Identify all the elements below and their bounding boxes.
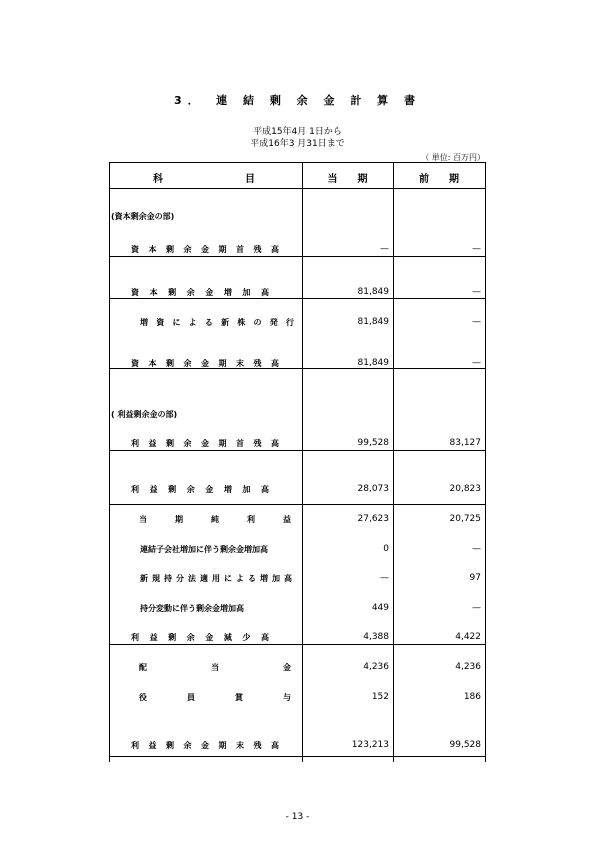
table-left-border xyxy=(109,162,110,762)
current-value: 4,388 xyxy=(363,632,389,642)
table-bottom-line xyxy=(109,756,485,757)
row-label: 増 資 に よ る 新 株 の 発 行 xyxy=(140,318,294,327)
row-divider xyxy=(109,450,485,451)
period-start: 平成15年4月 1日から xyxy=(253,127,342,137)
row-label: 役 員 賞 与 xyxy=(139,693,291,702)
row-label: 利 益 剰 余 金 期 末 残 高 xyxy=(131,741,279,750)
row-divider xyxy=(109,644,485,645)
current-value: — xyxy=(380,573,389,583)
page-number: - 13 - xyxy=(285,812,310,822)
header-current-period: 当 期 xyxy=(327,174,368,185)
prior-value: 4,422 xyxy=(455,632,481,642)
period-end: 平成16年3 月31日まで xyxy=(250,139,345,149)
row-label: 当 期 純 利 益 xyxy=(139,515,291,524)
row-label: 資 本 剰 余 金 期 末 残 高 xyxy=(131,359,279,368)
section-earned-surplus: ( 利益剰余金の部) xyxy=(111,410,178,419)
prior-value: — xyxy=(472,317,481,327)
row-label: 持分変動に伴う剰余金増加高 xyxy=(140,604,244,613)
prior-value: 99,528 xyxy=(449,740,481,750)
prior-value: — xyxy=(472,358,481,368)
row-label: 資 本 剰 余 金 期 首 残 高 xyxy=(131,245,279,254)
current-value: 0 xyxy=(383,544,389,554)
prior-value: 20,823 xyxy=(449,484,481,494)
prior-value: — xyxy=(472,244,481,254)
row-label: 利 益 剰 余 金 増 加 高 xyxy=(131,485,269,494)
header-item-left: 科 xyxy=(153,174,163,185)
prior-value: 20,725 xyxy=(449,514,481,524)
header-prior-period: 前 期 xyxy=(419,174,459,185)
prior-value: — xyxy=(472,544,481,554)
unit-label: （ 単位: 百万円） xyxy=(421,153,485,162)
prior-value: 97 xyxy=(469,573,481,583)
header-bottom-line xyxy=(109,188,485,189)
row-label: 新 規 持 分 法 適 用 に よ る 増 加 高 xyxy=(140,574,292,583)
document-title: 3． 連 結 剰 余 金 計 算 書 xyxy=(174,94,421,107)
current-value: 4,236 xyxy=(363,662,389,672)
current-value: — xyxy=(380,244,389,254)
table-right-border xyxy=(485,162,486,762)
row-label: 連結子会社増加に伴う剰余金増加高 xyxy=(140,545,268,554)
table-top-border xyxy=(109,162,485,163)
section-capital-surplus: (資本剰余金の部) xyxy=(111,212,175,221)
row-label: 利 益 剰 余 金 減 少 高 xyxy=(131,633,269,642)
row-label: 配 当 金 xyxy=(139,663,291,672)
prior-value: 186 xyxy=(463,692,481,702)
prior-value: 4,236 xyxy=(455,662,481,672)
row-divider xyxy=(109,298,485,299)
row-label: 資 本 剰 余 金 増 加 高 xyxy=(131,288,269,297)
current-value: 449 xyxy=(371,603,389,613)
current-value: 123,213 xyxy=(351,740,389,750)
current-value: 28,073 xyxy=(357,484,389,494)
prior-value: — xyxy=(472,287,481,297)
prior-value: 83,127 xyxy=(449,438,481,448)
row-divider xyxy=(109,504,485,505)
prior-value: — xyxy=(472,603,481,613)
current-value: 81,849 xyxy=(357,358,389,368)
current-value: 152 xyxy=(371,692,389,702)
row-divider xyxy=(109,256,485,257)
row-label: 利 益 剰 余 金 期 首 残 高 xyxy=(131,439,279,448)
header-item-right: 目 xyxy=(245,174,255,185)
current-value: 81,849 xyxy=(357,317,389,327)
current-value: 99,528 xyxy=(357,438,389,448)
current-value: 81,849 xyxy=(357,287,389,297)
current-value: 27,623 xyxy=(357,514,389,524)
surplus-statement-table xyxy=(109,162,485,762)
